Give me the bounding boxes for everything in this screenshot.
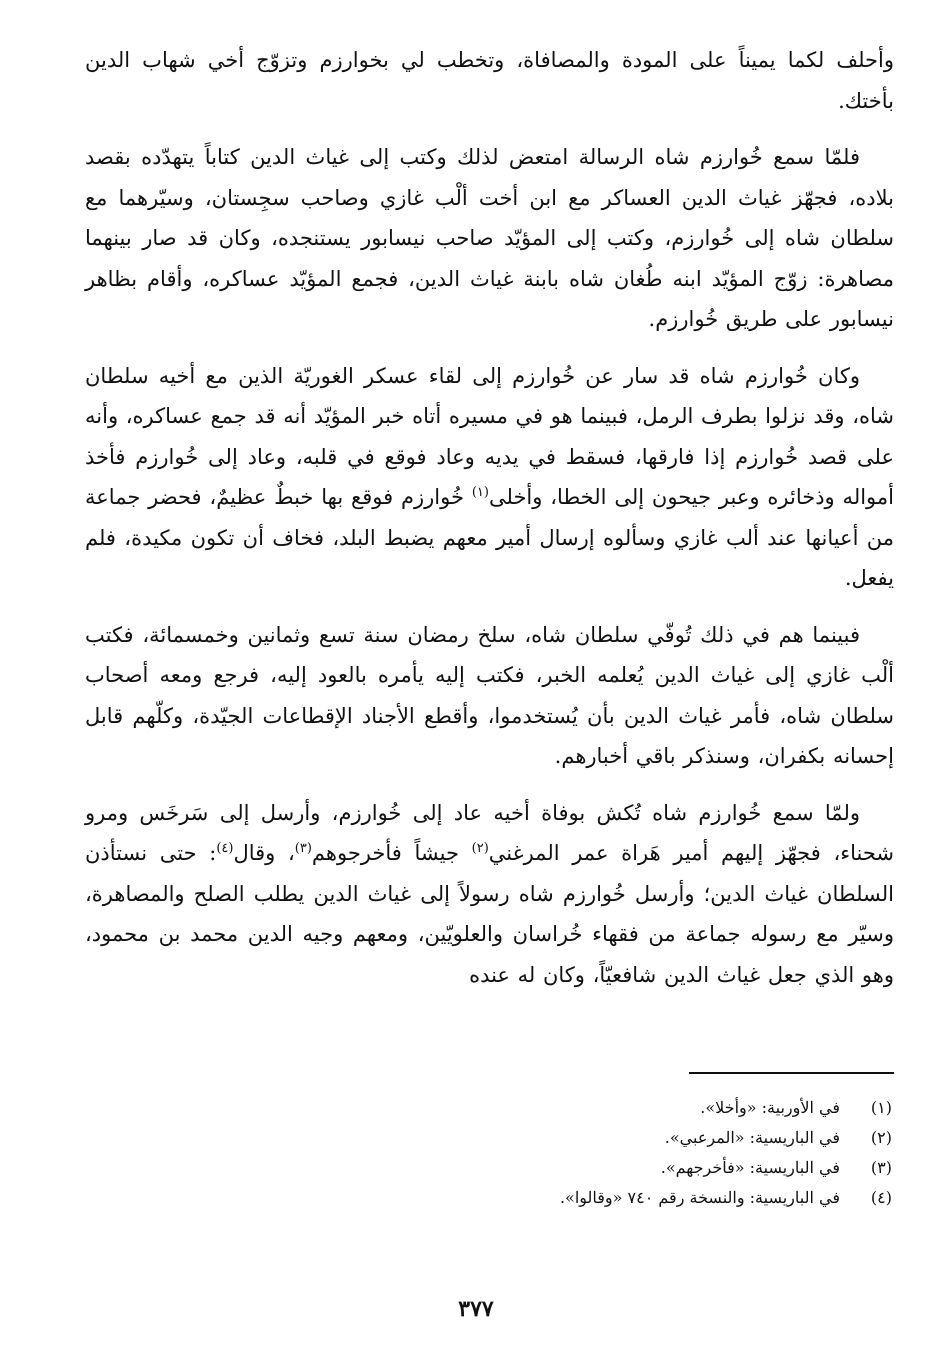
- paragraph-5-text-part-4: : حتى نستأذن السلطان غياث الدين؛ وأرسل خُوارزم شاه رسولاً إلى غياث الدين يطلب الصلح والمصاهرة، وسيّر مع رسوله جماعة من فقهاء خُراسان والعلويّين، ومعهم وجيه الدين محمد بن محمود، وهو الذي جعل غياث الدين شافعيّاً، وكان له عنده: [85, 841, 894, 987]
- footnote-text: في الأوربية: «وأخلا».: [700, 1098, 840, 1117]
- paragraph-5-text-part-3: ، وقال: [233, 841, 295, 865]
- paragraph-4: [85, 615, 894, 777]
- footnote-marker-1[interactable]: (١): [471, 485, 489, 500]
- footnote-number: (٣): [870, 1158, 892, 1177]
- footnote-text: في الباريسية: والنسخة رقم ٧٤٠ «وقالوا».: [559, 1188, 840, 1207]
- paragraph-5-text-part-2: جيشاً فأخرجوهم: [311, 841, 472, 865]
- paragraph-1: [85, 40, 894, 121]
- footnote-text: في الباريسية: «المرعبي».: [664, 1128, 840, 1147]
- paragraph-3: [85, 356, 894, 599]
- footnote-number: (٤): [870, 1188, 892, 1207]
- main-text: [85, 40, 894, 1011]
- paragraph-5-text-part-1: ولمّا سمع خُوارزم شاه تُكش بوفاة أخيه عاد إلى خُوارزم، وأرسل إلى سَرخَس ومرو شحناء، فجهّز إليهم أمير هَراة عمر المرغني: [85, 800, 894, 865]
- footnote-separator: [689, 1072, 894, 1074]
- paragraph-2: [85, 137, 894, 340]
- footnote-marker-2[interactable]: (٢): [471, 841, 489, 856]
- footnote-text: في الباريسية: «فأخرجهم».: [660, 1158, 840, 1177]
- footnote-3: [192, 1153, 892, 1183]
- footnote-number: (١): [870, 1098, 892, 1117]
- paragraph-5: [85, 793, 894, 996]
- footnote-4: [192, 1183, 892, 1213]
- page-number: ٣٧٧: [458, 1296, 494, 1322]
- paragraph-2-text: فلمّا سمع خُوارزم شاه الرسالة امتعض لذلك وكتب إلى غياث الدين كتاباً يتهدّده بقصد بلاده، فجهّز غياث الدين العساكر مع ابن أخت ألْب غازي وصاحب سجِستان، وسيّرهما مع سلطان شاه إلى خُوارزم، وكتب إلى المؤيّد صاحب نيسابور يستنجده، وكان قد صار بينهما مصاهرة: زوّج المؤيّد ابنه طُغان شاه بابنة غياث الدين، فجمع المؤيّد عساكره، وأقام بظاهر نيسابور على طريق خُوارزم.: [85, 145, 894, 331]
- footnote-marker-3[interactable]: (٣): [294, 841, 312, 856]
- footnotes: [192, 1093, 892, 1213]
- footnote-2: [192, 1123, 892, 1153]
- footnote-1: [192, 1093, 892, 1123]
- paragraph-3-text-part-2: خُوارزم فوقع بها خبطٌ عظيمٌ، فحضر جماعة من أعيانها عند ألب غازي وسألوه إرسال أمير معهم يضبط البلد، فخاف أن تكون مكيدة، فلم يفعل.: [85, 485, 894, 590]
- paragraph-1-text: وأحلف لكما يميناً على المودة والمصافاة، وتخطب لي بخوارزم وتزوّج أخي شهاب الدين بأختك.: [85, 48, 894, 113]
- footnote-number: (٢): [870, 1128, 892, 1147]
- footnote-marker-4[interactable]: (٤): [216, 841, 234, 856]
- paragraph-4-text: فبينما هم في ذلك تُوفّي سلطان شاه، سلخ رمضان سنة تسع وثمانين وخمسمائة، فكتب ألْب غازي إلى غياث الدين يُعلمه الخبر، فكتب إليه يأمره بالعود إليه، فرجع ومعه أصحاب سلطان شاه، فأمر غياث الدين بأن يُستخدموا، وأقطع الأجناد الإقطاعات الجيّدة، وكلّهم قابل إحسانه بكفران، وسنذكر باقي أخبارهم.: [85, 622, 894, 768]
- paragraph-3-text-part-1: وكان خُوارزم شاه قد سار عن خُوارزم إلى لقاء عسكر الغوريّة الذين مع أخيه سلطان شاه، وقد نزلوا بطرف الرمل، فبينما هو في مسيره أتاه خبر المؤيّد أنه قد جمع عساكره، وأنه على قصد خُوارزم إذا فارقها، فسقط في يديه وعاد فوقع في قلبه، وعاد إلى خُوارزم فأخذ أمواله وذخائره وعبر جيحون إلى الخطا، وأخلى: [85, 363, 894, 509]
